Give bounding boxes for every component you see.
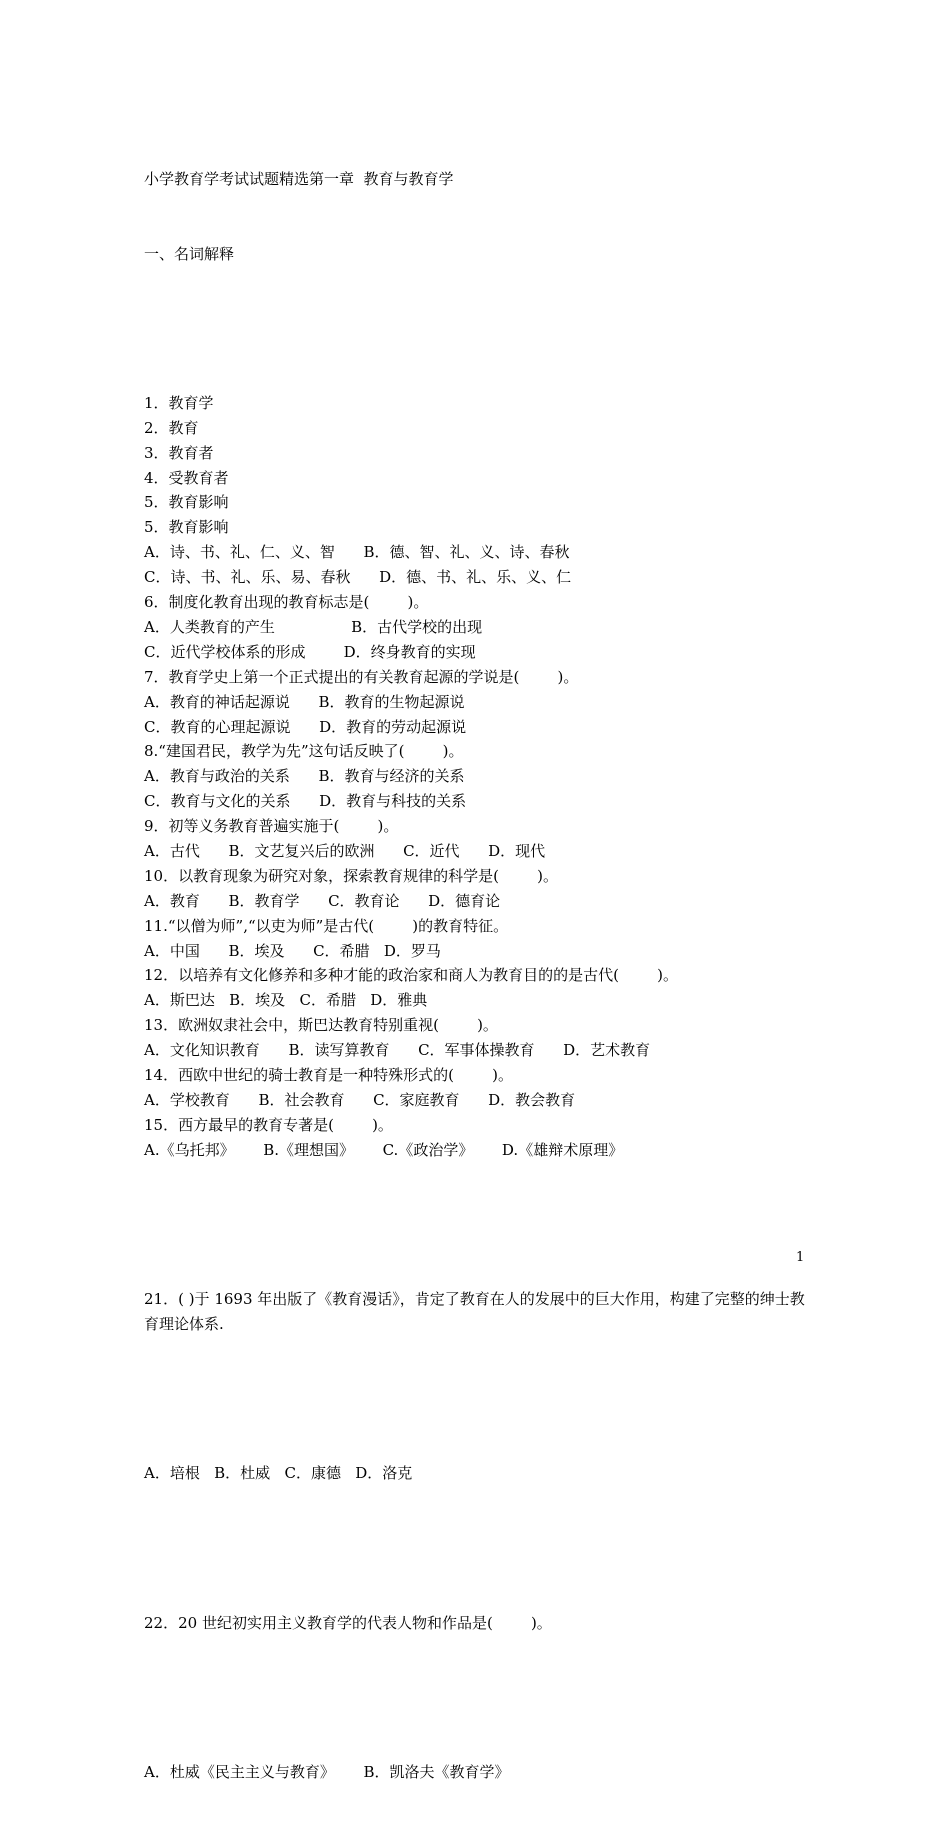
document-line: A．斯巴达 B．埃及 C．希腊 D．雅典 [144,991,428,1010]
document-line: 7．教育学史上第一个正式提出的有关教育起源的学说是( )。 [144,667,579,686]
page-number: 1 [796,1250,805,1265]
document-line: 10．以教育现象为研究对象，探索教育规律的科学是( )。 [144,866,558,885]
document-line: 6．制度化教育出现的教育标志是( )。 [144,593,429,612]
document-line: 5．教育影响 [144,493,229,512]
document-line: 2．教育 [144,418,199,437]
section-heading: 一、名词解释 [144,244,235,263]
document-line: 5．教育影响 [144,518,229,537]
blank-line [144,1536,814,1561]
document-line: C．教育的心理起源说 D．教育的劳动起源说 [144,717,467,736]
document-line: A．古代 B．文艺复兴后的欧洲 C．近代 D．现代 [144,841,546,860]
document-line: 13．欧洲奴隶社会中，斯巴达教育特别重视( )。 [144,1016,498,1035]
document-line: C．近代学校体系的形成 D．终身教育的实现 [144,642,476,661]
question-22: 22．20 世纪初实用主义教育学的代表人物和作品是( )。 [144,1613,552,1632]
document-line: 9．初等义务教育普遍实施于( )。 [144,817,399,836]
document-line: 15．西方最早的教育专著是( )。 [144,1115,393,1134]
document-title: 小学教育学考试试题精选第一章 教育与教育学 [144,169,454,188]
document-line: 4．受教育者 [144,468,229,487]
document-line: 14．西欧中世纪的骑士教育是一种特殊形式的( )。 [144,1065,513,1084]
document-line: 1．教育学 [144,393,214,412]
document-line: A．教育与政治的关系 B．教育与经济的关系 [144,767,465,786]
document-line: 12．以培养有文化修养和多种才能的政治家和商人为教育目的的是古代( )。 [144,966,678,985]
question-22-options: A．杜威《民主主义与教育》 B．凯洛夫《教育学》 [144,1763,510,1782]
document-line: A．中国 B．埃及 C．希腊 D．罗马 [144,941,441,960]
document-content [144,117,814,1835]
document-line: A.《乌托邦》 B.《理想国》 C.《政治学》 D.《雄辩术原理》 [144,1140,624,1159]
document-line: 3．教育者 [144,443,214,462]
blank-line [144,316,814,341]
question-list [144,391,814,1163]
document-line: A．教育的神话起源说 B．教育的生物起源说 [144,692,465,711]
question-21-options: A．培根 B．杜威 C．康德 D．洛克 [144,1464,413,1483]
document-line: A．教育 B．教育学 C．教育论 D．德育论 [144,891,501,910]
blank-line [144,1212,814,1237]
document-line: A．文化知识教育 B．读写算教育 C．军事体操教育 D．艺术教育 [144,1041,651,1060]
document-line: 8.“建国君民，教学为先”这句话反映了( )。 [144,742,464,761]
document-line: C．教育与文化的关系 D．教育与科技的关系 [144,792,467,811]
document-line: A．学校教育 B．社会教育 C．家庭教育 D．教会教育 [144,1090,576,1109]
document-line: C．诗、书、礼、乐、易、春秋 D．德、书、礼、乐、义、仁 [144,568,572,587]
document-line: 11.“以僧为师”,“以吏为师”是古代( )的教育特征。 [144,916,509,935]
question-21: 21．( )于 1693 年出版了《教育漫话》，肯定了教育在人的发展中的巨大作用，构建了完整的绅士教育理论体系. [144,1290,805,1333]
document-line: A．诗、书、礼、仁、义、智 B．德、智、礼、义、诗、春秋 [144,543,570,562]
document-line: A．人类教育的产生 B．古代学校的出现 [144,617,483,636]
blank-line [144,1685,814,1710]
blank-line [144,1387,814,1412]
